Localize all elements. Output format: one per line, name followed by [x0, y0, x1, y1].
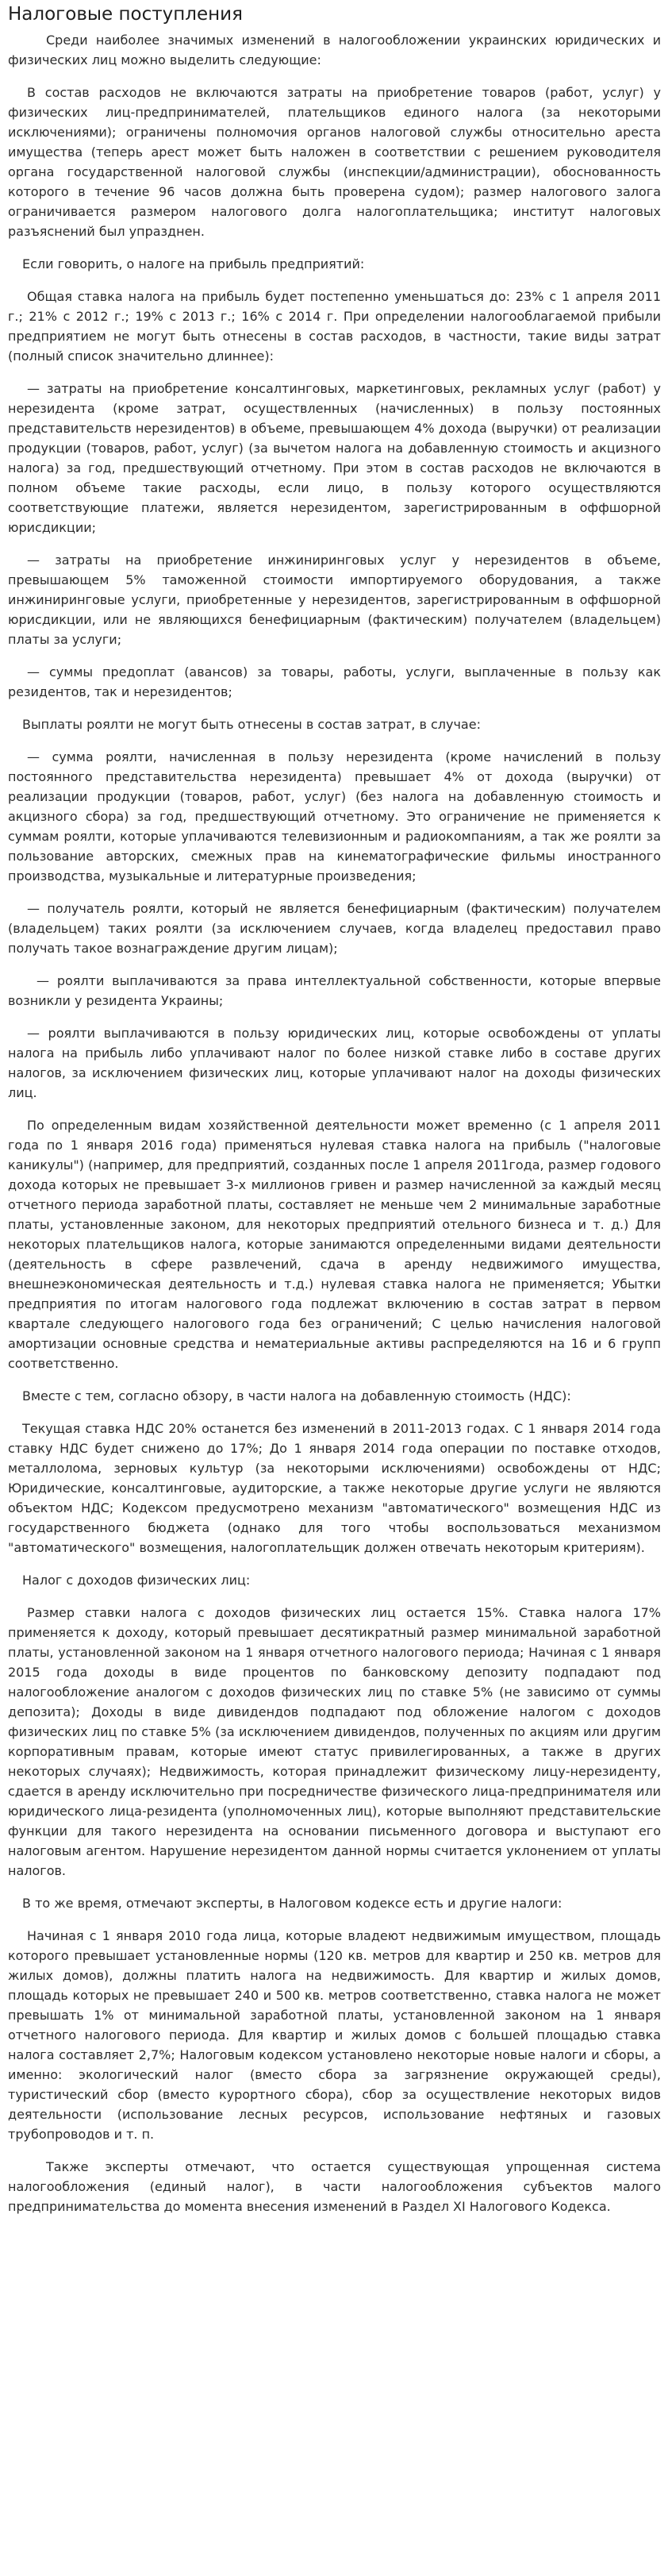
list-item-royalty-amount: — сумма роялти, начисленная в пользу нерезидента (кроме начислений в пользу постоянного представительства нерезидента) превышает 4% от дохода (выручки) от реализации продукции (товаров, работ, услуг) (без налога на добавленную стоимость и акцизного сбора) за год, предшествующий отчетному. Это ограничение не применяется к суммам роялти, которые уплачиваются телевизионным и радиокомпаниям, а так же роялти за пользование авторских, смежных прав на кинематографические фильмы иностранного производства, музыкальные и литературные произведения;	[8, 749, 661, 884]
list-item-royalty-exempt: — роялти выплачиваются в пользу юридических лиц, которые освобождены от уплаты налога на прибыль либо уплачивают налог по более низкой ставке либо в составе других налогов, за исключением физических лиц, которые уплачивают налог на доходы физических лиц.	[8, 1026, 661, 1100]
list-item-royalty-recipient: — получатель роялти, который не является бенефициарным (фактическим) получателем (владельцем) таких роялти (за исключением случаев, когда владелец предоставил право получать такое вознаграждение другим лицам);	[8, 901, 661, 956]
paragraph-vat-details: Текущая ставка НДС 20% останется без изменений в 2011-2013 годах. С 1 января 2014 года ставку НДС будет снижено до 17%; До 1 января 2014 года операции по поставке отходов, металлолома, зерновых культур (за некоторыми исключениями) освобождены от НДС; Юридические, консалтинговые, аудиторские, а также некоторые другие услуги не являются объектом НДС; Кодексом предусмотрено механизм "автоматического" возмещения НДС из государственного бюджета (однако для того чтобы воспользоваться механизмом "автоматического" возмещения, налогоплательщик должен отвечать некоторым критериям).	[8, 1421, 661, 1555]
page-title: Налоговые поступления	[8, 4, 243, 25]
paragraph-general-changes: В состав расходов не включаются затраты на приобретение товаров (работ, услуг) у физических лиц-предпринимателей, плательщиков единого налога (за некоторыми исключениями); ограничены полномочия органов налоговой службы относительно ареста имущества (теперь арест может быть наложен в соответствии с решением руководителя органа государственной налоговой службы (инспекции/администрации), обоснованность которого в течение 96 часов должна быть проверена судом); размер налогового залога ограничивается размером налогового долга налогоплательщика; институт налоговых разъяснений был упразднен.	[8, 85, 661, 239]
list-item-consulting-costs: — затраты на приобретение консалтинговых, маркетинговых, рекламных услуг (работ) у нерезидента (кроме затрат, осуществленных (начисленных) в пользу постоянных представительств нерезидентов) в объеме, превышающем 4% дохода (выручки) от реализации продукции (товаров, работ, услуг) (за вычетом налога на добавленную стоимость и акцизного налога) за год, предшествующий отчетному. При этом в состав расходов не включаются в полном объеме такие расходы, если лицо, в пользу которого осуществляются соответствующие платежи, является нерезидентом, зарегистрированным в оффшорной юрисдикции;	[8, 381, 661, 535]
paragraph-royalty-heading: Выплаты роялти не могут быть отнесены в состав затрат, в случае:	[22, 717, 481, 732]
paragraph-profit-tax-rates: Общая ставка налога на прибыль будет постепенно уменьшаться до: 23% с 1 апреля 2011 г.; 21% с 2012 г.; 19% с 2013 г.; 16% с 2014 г. При определении налогооблагаемой прибыли предприятием не могут быть отнесены в состав расходов, в частности, такие виды затрат (полный список значительно длиннее):	[8, 289, 661, 364]
paragraph-tax-holidays: По определенным видам хозяйственной деятельности может временно (с 1 апреля 2011 года по 1 января 2016 года) применяться нулевая ставка налога на прибыль ("налоговые каникулы") (например, для предприятий, созданных после 1 апреля 2011года, размер годового дохода которых не превышает 3-х миллионов гривен и размер начисленной за каждый месяц отчетного периода заработной платы, составляет не меньше чем 2 минимальные заработные платы, установленные законом, для некоторых предприятий отельного бизнеса и т. д.) Для некоторых плательщиков налога, которые занимаются определенными видами деятельности (деятельность в сфере развлечений, сдача в аренду недвижимого имущества, внешнеэкономическая деятельность и т.д.) нулевая ставка налога не применяется; Убытки предприятия по итогам налогового года подлежат включению в состав затрат в первом квартале следующего налогового года без ограничений; С целью начисления налоговой амортизации основные средства и нематериальные активы распределяются на 16 и 6 групп соответственно.	[8, 1118, 661, 1371]
paragraph-simplified-system: Также эксперты отмечают, что остается существующая упрощенная система налогообложения (единый налог), в части налогообложения субъектов малого предпринимательства до момента внесения изменений в Раздел XI Налогового Кодекса.	[8, 2159, 661, 2214]
paragraph-vat-heading: Вместе с тем, согласно обзору, в части налога на добавленную стоимость (НДС):	[22, 1388, 571, 1404]
paragraph-profit-tax-heading: Если говорить, о налоге на прибыль предприятий:	[22, 256, 365, 271]
paragraph-other-taxes-heading: В то же время, отмечают эксперты, в Налоговом кодексе есть и другие налоги:	[22, 1896, 563, 1911]
list-item-prepayments: — суммы предоплат (авансов) за товары, работы, услуги, выплаченные в пользу как резидентов, так и нерезидентов;	[8, 664, 661, 699]
paragraph-intro: Среди наиболее значимых изменений в налогообложении украинских юридических и физических лиц можно выделить следующие:	[8, 33, 661, 67]
paragraph-pit-details: Размер ставки налога с доходов физических лиц остается 15%. Ставка налога 17% применяется к доходу, который превышает десятикратный размер минимальной заработной платы, установленной законом на 1 января отчетного налогового периода; Начиная с 1 января 2015 года доходы в виде процентов по банковскому депозиту подпадают под налогообложение аналогом с доходов физических лиц по ставке 5% (не зависимо от суммы депозита); Доходы в виде дивидендов подпадают под обложение налогом с доходов физических лиц по ставке 5% (за исключением дивидендов, полученных по акциям или другим корпоративным правам, которые имеют статус привилегированных, а также в других некоторых случаях); Недвижимость, которая принадлежит физическому лицу-нерезиденту, сдается в аренду исключительно при посредничестве физического лица-предпринимателя или юридического лица-резидента (уполномоченных лиц), которые выполняют представительские функции для такого нерезидента на основании письменного договора и выступают его налоговым агентом. Нарушение нерезидентом данной нормы считается уклонением от уплаты налогов.	[8, 1605, 661, 1878]
paragraph-property-tax: Начиная с 1 января 2010 года лица, которые владеют недвижимым имуществом, площадь которого превышает установленные нормы (120 кв. метров для квартир и 250 кв. метров для жилых домов), должны платить налога на недвижимость. Для квартир и жилых домов, площадь которых не превышает 240 и 500 кв. метров соответственно, ставка налога не может превышать 1% от минимальной заработной платы, установленной законом на 1 января отчетного налогового периода. Для квартир и жилых домов с большей площадью ставка налога составляет 2,7%; Налоговым кодексом установлено некоторые новые налоги и сборы, а именно: экологический налог (вместо сбора за загрязнение окружающей среды), туристический сбор (вместо курортного сбора), сбор за осуществление некоторых видов деятельности (использование лесных ресурсов, использование нефтяных и газовых трубопроводов и т. п.	[8, 1928, 661, 2142]
list-item-royalty-ip-rights: — роялти выплачиваются за права интеллектуальной собственности, которые впервые возникли у резидента Украины;	[8, 973, 661, 1008]
list-item-engineering-costs: — затраты на приобретение инжиниринговых услуг у нерезидентов в объеме, превышающем 5% таможенной стоимости импортируемого оборудования, а также инжиниринговые услуги, приобретенные у нерезидентов, зарегистрированным в оффшорной юрисдикции, или не являющихся бенефициарным (фактическим) получателем (владельцем) платы за услуги;	[8, 553, 661, 647]
paragraph-pit-heading: Налог с доходов физических лиц:	[22, 1573, 251, 1588]
